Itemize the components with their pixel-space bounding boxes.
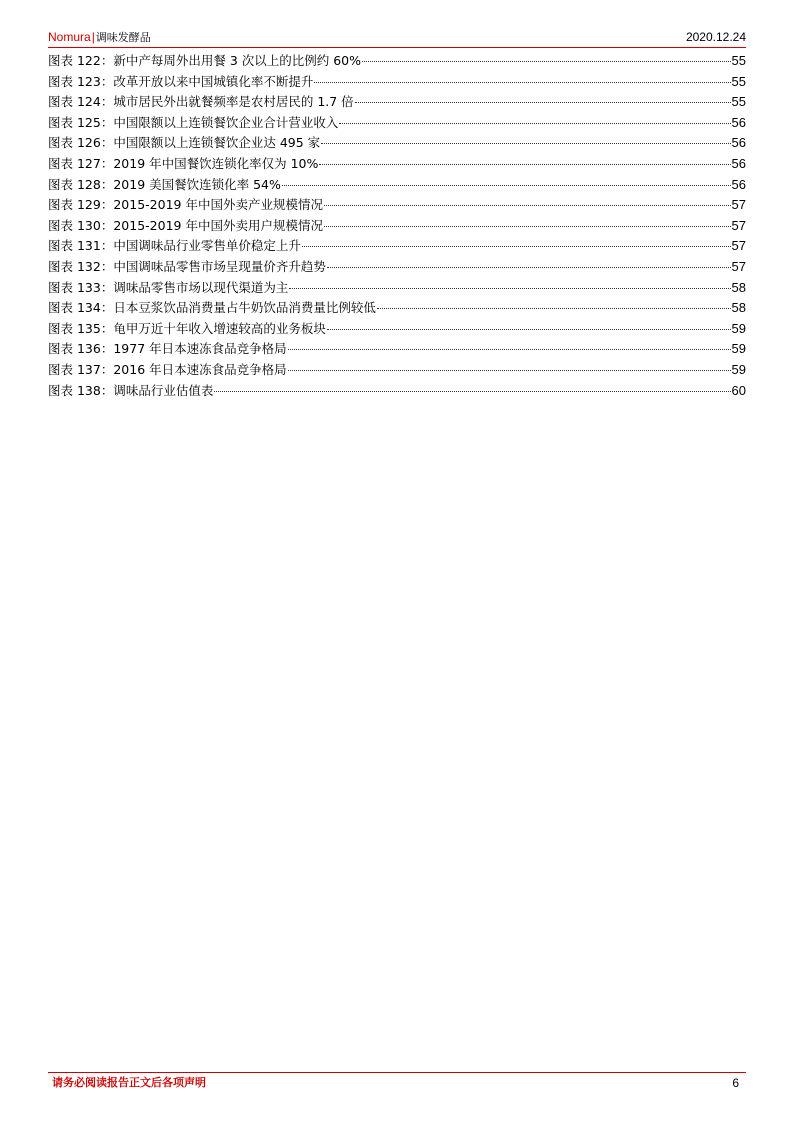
toc-entry-page[interactable]: 57 [731, 197, 746, 213]
toc-entry-title[interactable]: 2019 美国餐饮连锁化率 54% [113, 176, 281, 192]
toc-entry-title[interactable]: 中国调味品行业零售单价稳定上升 [113, 238, 301, 254]
toc-entry-label: 图表 123： [48, 73, 114, 89]
toc-entry-label: 图表 125： [48, 114, 114, 130]
toc-entry[interactable] [48, 175, 746, 196]
toc-entry-page[interactable]: 55 [731, 94, 746, 110]
toc-dot-leader [324, 226, 731, 227]
toc-entry-title[interactable]: 龟甲万近十年收入增速较高的业务板块 [113, 320, 326, 336]
toc-entry-page[interactable]: 58 [731, 300, 746, 316]
toc-entry-label: 图表 134： [48, 300, 114, 316]
toc-entry-label: 图表 129： [48, 197, 114, 213]
toc-entry-label: 图表 130： [48, 217, 114, 233]
toc-entry-title[interactable]: 调味品行业估值表 [113, 382, 214, 398]
toc-entry-page[interactable]: 56 [731, 176, 746, 192]
footer-divider [48, 1072, 746, 1073]
toc-entry-title[interactable]: 1977 年日本速冻食品竞争格局 [113, 341, 287, 357]
toc-entry[interactable] [48, 257, 746, 278]
toc-entry-page[interactable]: 59 [731, 341, 746, 357]
toc-entry-label: 图表 124： [48, 94, 114, 110]
toc-dot-leader [362, 61, 731, 62]
toc-entry[interactable] [48, 319, 746, 340]
toc-entry-title[interactable]: 中国限额以上连锁餐饮企业达 495 家 [113, 135, 321, 151]
toc-entry-title[interactable]: 2015-2019 年中国外卖产业规模情况 [113, 197, 323, 213]
toc-entry-label: 图表 138： [48, 382, 114, 398]
toc-entry-page[interactable]: 56 [731, 114, 746, 130]
toc-entry-title[interactable]: 2019 年中国餐饮连锁化率仅为 10% [113, 155, 319, 171]
brand-name: Nomura [48, 30, 91, 44]
page-header [48, 28, 746, 48]
toc-entry-label: 图表 136： [48, 341, 114, 357]
toc-dot-leader [377, 308, 731, 309]
toc-dot-leader [339, 123, 730, 124]
toc-dot-leader [327, 267, 731, 268]
toc-entry-label: 图表 122： [48, 53, 114, 68]
brand [48, 30, 151, 45]
toc-entry-label: 图表 133： [48, 279, 114, 295]
toc-entry-label: 图表 126： [48, 135, 114, 151]
toc-entry-page[interactable]: 56 [731, 135, 746, 151]
toc-entry-page[interactable]: 57 [731, 258, 746, 274]
toc-entry-page[interactable]: 57 [731, 217, 746, 233]
toc-dot-leader [288, 370, 731, 371]
toc-dot-leader [324, 205, 731, 206]
toc-entry-page[interactable]: 55 [731, 73, 746, 89]
toc-entry[interactable] [48, 113, 746, 134]
toc-dot-leader [288, 349, 731, 350]
toc-entry-page[interactable]: 58 [731, 279, 746, 295]
toc-entry-title[interactable]: 城市居民外出就餐频率是农村居民的 1.7 倍 [113, 94, 354, 110]
toc-entry[interactable] [48, 278, 746, 299]
toc-entry-title[interactable]: 中国限额以上连锁餐饮企业合计营业收入 [113, 114, 339, 130]
toc-entry[interactable] [48, 236, 746, 257]
toc-entry[interactable] [48, 51, 746, 72]
toc-dot-leader [289, 288, 730, 289]
toc-entry-page[interactable]: 55 [731, 53, 746, 68]
toc-dot-leader [319, 164, 730, 165]
toc-entry-title[interactable]: 改革开放以来中国城镇化率不断提升 [113, 73, 314, 89]
toc-entry-title[interactable]: 新中产每周外出用餐 3 次以上的比例约 60% [113, 53, 362, 68]
footer-disclaimer: 请务必阅读报告正文后各项声明 [52, 1076, 206, 1089]
toc-entry[interactable] [48, 72, 746, 93]
toc-dot-leader [321, 143, 730, 144]
toc-entry-label: 图表 137： [48, 361, 114, 377]
toc-entry-title[interactable]: 调味品零售市场以现代渠道为主 [113, 279, 289, 295]
toc-dot-leader [355, 102, 731, 103]
report-date: 2020.12.24 [685, 30, 746, 44]
toc-entry-page[interactable]: 59 [731, 361, 746, 377]
toc-entry[interactable] [48, 92, 746, 113]
toc-entry[interactable] [48, 195, 746, 216]
toc-entry[interactable] [48, 216, 746, 237]
toc-entry-page[interactable]: 57 [731, 238, 746, 254]
toc-entry[interactable] [48, 298, 746, 319]
toc-entry-page[interactable]: 59 [731, 320, 746, 336]
toc-entry-label: 图表 131： [48, 238, 114, 254]
header-divider [48, 47, 746, 48]
toc-entry-title[interactable]: 日本豆浆饮品消费量占牛奶饮品消费量比例较低 [113, 300, 376, 316]
table-of-figures [48, 51, 746, 401]
toc-entry-title[interactable]: 2015-2019 年中国外卖用户规模情况 [113, 217, 323, 233]
toc-entry-page[interactable]: 56 [731, 155, 746, 171]
toc-entry[interactable] [48, 154, 746, 175]
toc-entry-title[interactable]: 2016 年日本速冻食品竞争格局 [113, 361, 287, 377]
toc-entry[interactable] [48, 133, 746, 154]
toc-entry-label: 图表 132： [48, 258, 114, 274]
brand-separator: | [91, 30, 95, 44]
toc-entry-label: 图表 127： [48, 155, 114, 171]
toc-dot-leader [214, 391, 730, 392]
toc-entry[interactable] [48, 360, 746, 381]
toc-entry-page[interactable]: 60 [731, 382, 746, 398]
toc-dot-leader [282, 185, 731, 186]
toc-entry[interactable] [48, 381, 746, 402]
toc-dot-leader [302, 246, 731, 247]
toc-entry[interactable] [48, 339, 746, 360]
toc-entry-label: 图表 128： [48, 176, 114, 192]
page-number: 6 [732, 1076, 739, 1090]
sector-label: 调味发酵品 [95, 31, 151, 44]
toc-entry-label: 图表 135： [48, 320, 114, 336]
toc-entry-title[interactable]: 中国调味品零售市场呈现量价齐升趋势 [113, 258, 326, 274]
toc-dot-leader [327, 329, 731, 330]
toc-dot-leader [314, 82, 730, 83]
